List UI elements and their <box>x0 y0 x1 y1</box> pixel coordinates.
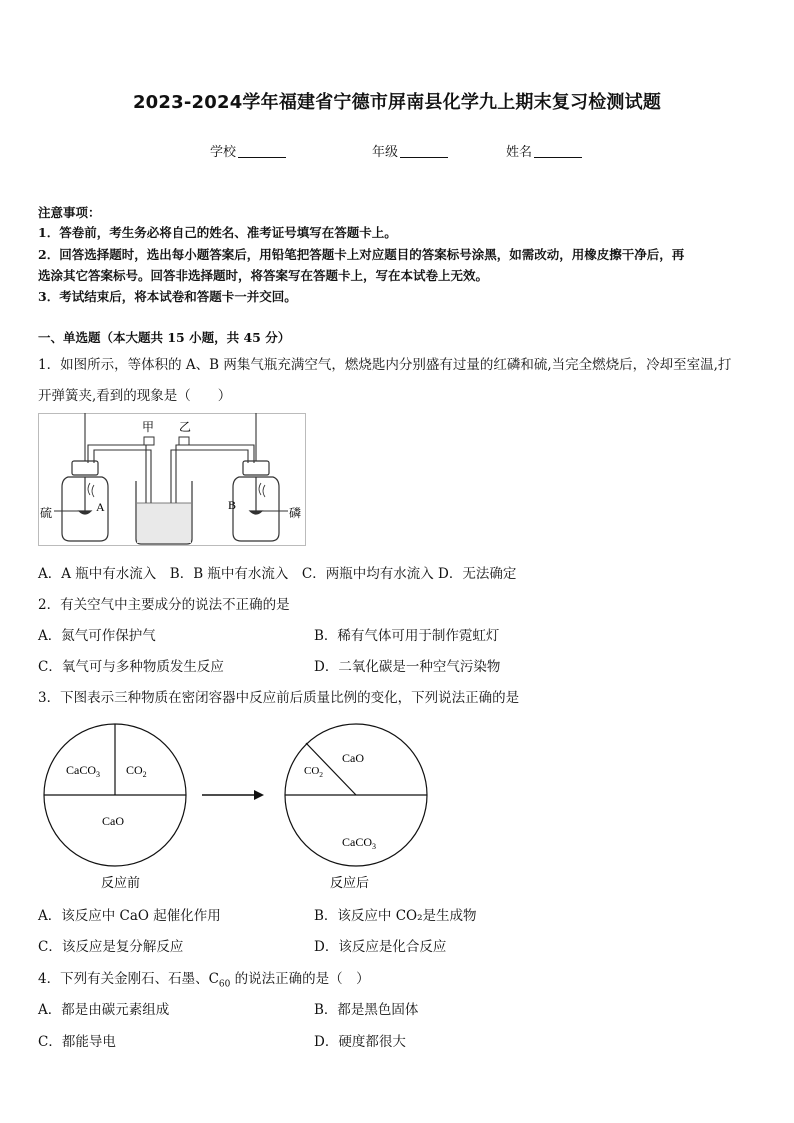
school-label: 学校 <box>210 145 237 160</box>
clamp-jia <box>144 437 154 445</box>
q3-pie-figure <box>38 712 438 894</box>
before-cao-label: CaO <box>102 814 124 828</box>
section-heading: 一、单选题（本大题共 15 小题，共 45 分） <box>38 330 291 345</box>
q1-options: A．A 瓶中有水流入 B．B 瓶中有水流入 C．两瓶中均有水流入 D．无法确定 <box>38 566 517 582</box>
after-co2-label: $CO_2$ <box>304 765 324 779</box>
q3-option-c: C．该反应是复分解反应 <box>38 939 184 955</box>
q4-option-b: B．都是黑色固体 <box>314 1002 419 1018</box>
grade-label: 年级 <box>372 145 399 160</box>
q1-apparatus-figure <box>38 413 308 548</box>
clamp-yi <box>179 437 189 445</box>
q4-stem: 4．下列有关金刚石、石墨、$C_{60}$ 的说法正确的是（ ） <box>38 971 370 990</box>
q3-option-b: B．该反应中 CO₂是生成物 <box>314 908 477 924</box>
clamp-yi-label: 乙 <box>179 420 192 434</box>
note-item: 2．回答选择题时，选出每小题答案后，用铅笔把答题卡上对应题目的答案标号涂黑，如需改动，用橡皮擦干净后，再 <box>38 247 685 262</box>
after-caco3-label: CaCO$_3$ <box>342 835 376 851</box>
q2-option-c: C．氧气可与多种物质发生反应 <box>38 659 224 675</box>
q2-stem: 2．有关空气中主要成分的说法不正确的是 <box>38 597 290 613</box>
school-field <box>210 141 286 160</box>
page-title: 2023-2024学年福建省宁德市屏南县化学九上期末复习检测试题 <box>132 92 662 113</box>
name-blank <box>534 145 582 158</box>
clamp-jia-label: 甲 <box>142 420 155 434</box>
notes-heading: 注意事项： <box>38 205 101 220</box>
water-beaker <box>136 481 192 544</box>
before-caption: 反应前 <box>101 875 141 890</box>
q3-stem: 3．下图表示三种物质在密闭容器中反应前后质量比例的变化，下列说法正确的是 <box>38 690 520 706</box>
grade-field <box>372 141 448 160</box>
before-co2-label: $CO_2$ <box>126 763 147 779</box>
after-caption: 反应后 <box>330 875 370 890</box>
q4-option-d: D．硬度都很大 <box>314 1034 406 1050</box>
q4-option-a: A．都是由碳元素组成 <box>38 1002 170 1018</box>
q4-option-c: C．都能导电 <box>38 1034 116 1050</box>
bottle-b <box>233 461 279 541</box>
q3-option-d: D．该反应是化合反应 <box>314 939 447 955</box>
left-substance-label: 硫 <box>40 506 53 520</box>
q2-option-a: A．氮气可作保护气 <box>38 628 156 644</box>
name-label: 姓名 <box>506 145 533 160</box>
note-item: 选涂其它答案标号。回答非选择题时，将答案写在答题卡上，写在本试卷上无效。 <box>38 268 489 283</box>
before-caco3-label: CaCO$_3$ <box>66 763 100 779</box>
q1-stem-line1: 1．如图所示，等体积的 A、B 两集气瓶充满空气，燃烧匙内分别盛有过量的红磷和硫,当完全燃烧后，冷却至室温,打 <box>38 357 732 373</box>
bottle-a-label: A <box>96 500 105 514</box>
q3-option-a: A．该反应中 CaO 起催化作用 <box>38 908 221 924</box>
reaction-arrow <box>202 790 264 800</box>
before-pie <box>44 724 186 866</box>
after-cao-label: CaO <box>342 751 364 765</box>
q2-option-d: D．二氧化碳是一种空气污染物 <box>314 659 501 675</box>
grade-blank <box>400 145 448 158</box>
school-blank <box>238 145 286 158</box>
note-item: 1．答卷前，考生务必将自己的姓名、准考证号填写在答题卡上。 <box>38 225 397 240</box>
name-field <box>506 141 582 160</box>
q1-stem-line2: 开弹簧夹,看到的现象是（ ） <box>38 388 232 404</box>
q2-option-b: B．稀有气体可用于制作霓虹灯 <box>314 628 500 644</box>
bottle-b-label: B <box>228 498 237 512</box>
right-substance-label: 磷 <box>289 506 302 520</box>
note-item: 3．考试结束后，将本试卷和答题卡一并交回。 <box>38 289 297 304</box>
